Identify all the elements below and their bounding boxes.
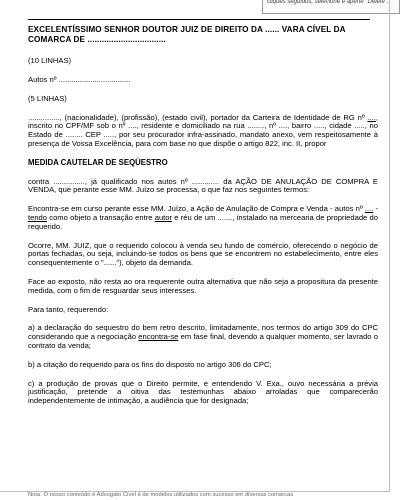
p2-part-3: - xyxy=(373,204,379,214)
document-body xyxy=(28,19,378,416)
instruction-note: cliques seguidos, selecione e aperte "Delete". xyxy=(262,0,400,14)
p2-part-5: como objeto a transação entre xyxy=(47,212,155,222)
item-b: b) a citação do requerido para os fins do disposto no artigo 306 do CPC; xyxy=(28,359,272,369)
paragraph-encontra xyxy=(28,205,378,231)
rg-number: .... xyxy=(367,112,376,122)
p2-part-7: e réu de um ......., instalado na mercearia de propriedade do requerido. xyxy=(28,212,378,231)
item-a-part-1: a) a declaração do sequestro do bem retro descrito, limitadamente, nos termos do artigo 309 do CPC considerando que a negociação xyxy=(28,323,378,342)
top-rule xyxy=(28,19,370,20)
intro-part-1: ..............., (nacionalidade), (profissão), (estado civil), portador da Carteira de Identidade de RG nº xyxy=(28,112,368,122)
item-a-part-3: em fase final, devendo a qualquer momento, ser lavrado o contrato da venda; xyxy=(28,332,378,350)
paragraph-para-tanto: Para tanto, requerendo: xyxy=(28,304,109,314)
intro-part-3: , inscrito no CPF/MF sob o nº ...., residente e domiciliado na rua ........, nº ...., bairro ....., cidade ....., no Estado de ........ CEP ....., por seu procurador infra-assinado, mandato anexo, vem respeitosamente à presença de Vossa Excelência, para com base no que dispõe o artigo 822, inc. II, propor xyxy=(28,112,378,148)
p2-tendo: tendo xyxy=(28,212,48,222)
document-title: EXCELENTÍSSIMO SENHOR DOUTOR JUIZ DE DIREITO DA ...... VARA CÍVEL DA COMARCA DE ................................. xyxy=(28,25,346,44)
p2-autos-number: .... xyxy=(364,204,374,214)
lines-5-note: (5 LINHAS) xyxy=(28,93,67,103)
paragraph-ocorre: Ocorre, MM. JUIZ, que o requerido colocou à venda seu fundo de comércio, oferecendo o negócio de portas fechadas, ou seja, incluindo-se todos os bens que se encontrem no estabelecimento, entre eles consequentemente o "......"), objeto da demanda. xyxy=(28,240,378,268)
paragraph-face: Face ao exposto, não resta ao ora requerente outra alternativa que não seja a propositura da presente medida, com o fim de resguardar seus interesses. xyxy=(28,276,378,295)
qualification-paragraph xyxy=(28,114,378,149)
item-a-encontra-se: encontra-se xyxy=(138,332,179,342)
item-a xyxy=(28,324,378,350)
section-heading: MEDIDA CAUTELAR DE SEQÜESTRO xyxy=(28,157,168,167)
item-c: c) a produção de provas que o Direito permite, e entendendo V. Exa., ouvo necessária a prévia justificação, pretende a oitiva das testemunhas abaixo arroladas que comparecerão independentemente de intimação, a audiência que for designada; xyxy=(28,378,378,406)
footer-note: Nota: O nosso conteúdo é Advogato Cível é de modelos utilizados com sucesso em diversas comarcas xyxy=(28,492,294,498)
lines-10-note: (10 LINHAS) xyxy=(28,56,72,66)
p2-autor: autor xyxy=(154,212,173,222)
autos-line: Autos nº .................................. xyxy=(28,74,131,84)
paragraph-contra: contra ..............., já qualificado nos autos nº ............. da AÇÃO DE ANULAÇÃO DE COMPRA E VENDA, que perante esse MM. Juízo se processa, o que faz nos seguintes termos: xyxy=(28,176,378,195)
p2-part-1: Encontra-se em curso perante esse MM. Juízo, a Ação de Anulação de Compra e Venda - autos nº xyxy=(28,204,365,214)
